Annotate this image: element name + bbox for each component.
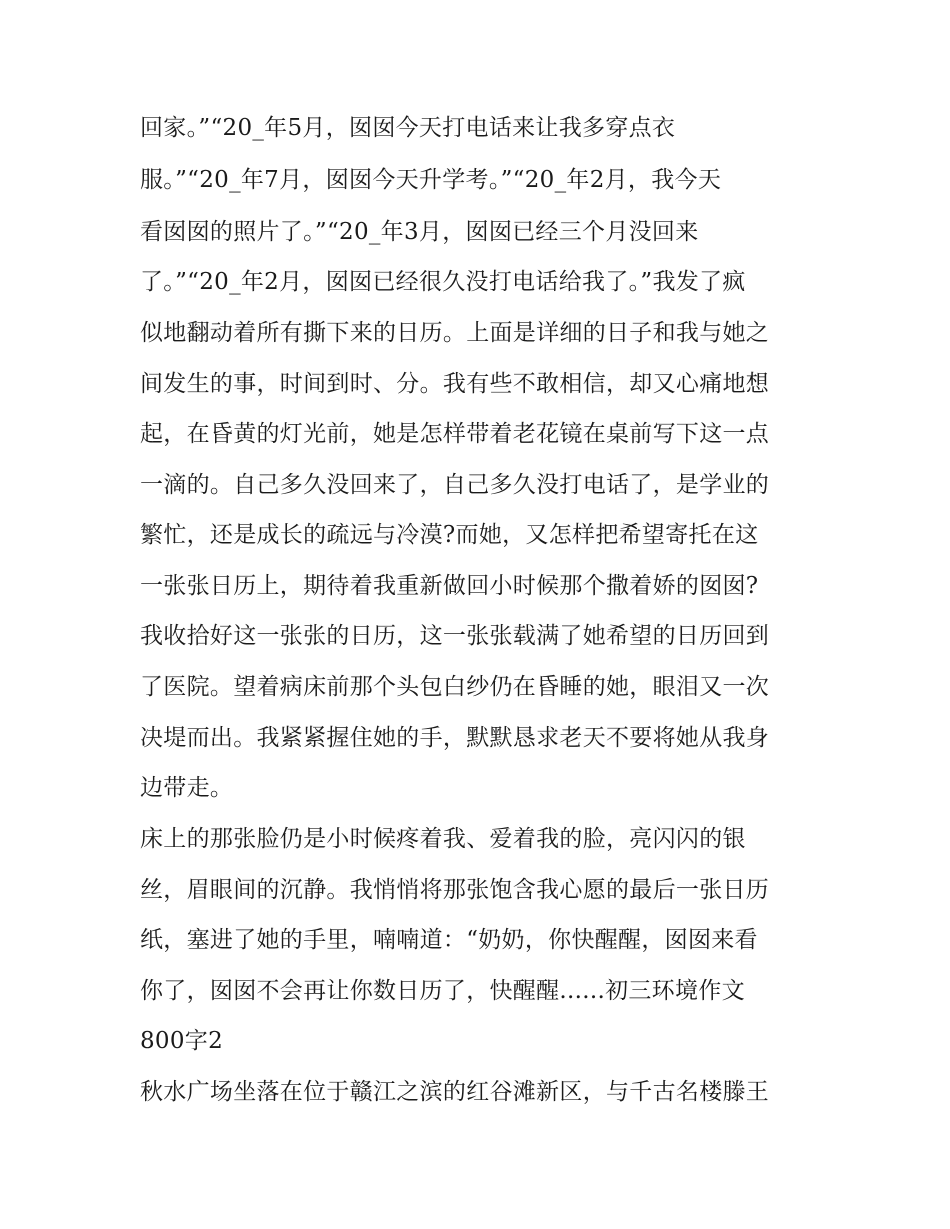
text-line: 一张张日历上，期待着我重新做回小时候那个撒着娇的囡囡? — [140, 573, 759, 599]
text-line: 回家。”“20_年5月，囡囡今天打电话来让我多穿点衣 — [140, 115, 676, 141]
text-line: 丝，眉眼间的沉静。我悄悄将那张饱含我心愿的最后一张日历 — [140, 877, 770, 903]
text-line: 服。”“20_年7月，囡囡今天升学考。”“20_年2月，我今天 — [140, 167, 722, 193]
text-line: 繁忙，还是成长的疏远与冷漠?而她，又怎样把希望寄托在这 — [140, 522, 759, 548]
text-line: 你了，囡囡不会再让你数日历了，快醒醒......初三环境作文 — [140, 978, 745, 1004]
text-line: 纸，塞进了她的手里，喃喃道：“奶奶，你快醒醒，囡囡来看 — [140, 927, 758, 953]
text-line: 边带走。 — [140, 775, 234, 801]
text-line: 了医院。望着病床前那个头包白纱仍在昏睡的她，眼泪又一次 — [140, 674, 770, 700]
text-line: 秋水广场坐落在位于赣江之滨的红谷滩新区，与千古名楼滕王 — [140, 1079, 770, 1105]
text-line: 起，在昏黄的灯光前，她是怎样带着老花镜在桌前写下这一点 — [140, 421, 770, 447]
text-line: 床上的那张脸仍是小时候疼着我、爱着我的脸，亮闪闪的银 — [140, 826, 746, 852]
text-line: 了。”“20_年2月，囡囡已经很久没打电话给我了。”我发了疯 — [140, 269, 746, 295]
text-line: 我收拾好这一张张的日历，这一张张载满了她希望的日历回到 — [140, 623, 770, 649]
text-line: 800字2 — [140, 1028, 224, 1054]
text-line: 一滴的。自己多久没回来了，自己多久没打电话了，是学业的 — [140, 472, 770, 498]
text-line: 看囡囡的照片了。”“20_年3月，囡囡已经三个月没回来 — [140, 219, 699, 245]
text-line: 似地翻动着所有撕下来的日历。上面是详细的日子和我与她之 — [140, 320, 770, 346]
text-line: 间发生的事，时间到时、分。我有些不敢相信，却又心痛地想 — [140, 371, 770, 397]
text-line: 决堤而出。我紧紧握住她的手，默默恳求老天不要将她从我身 — [140, 725, 770, 751]
